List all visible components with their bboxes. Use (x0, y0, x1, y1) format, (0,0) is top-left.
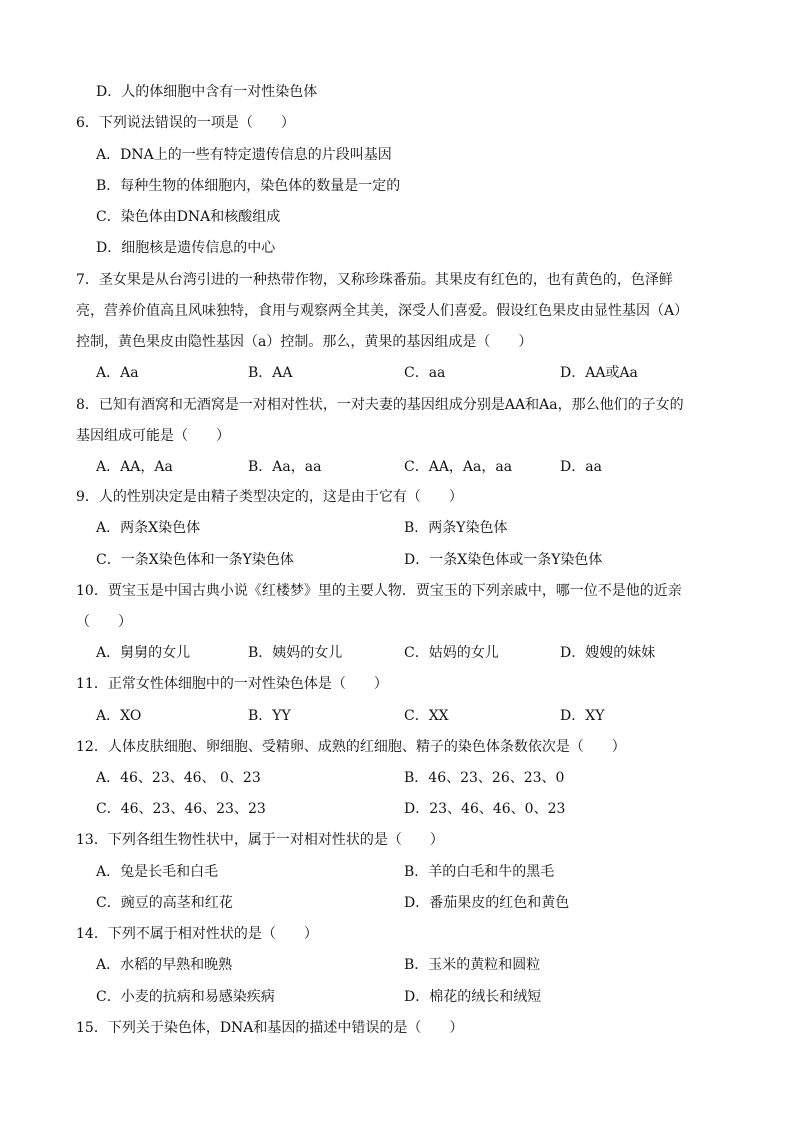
q6-option-b: B．每种生物的体细胞内，染色体的数量是一定的 (96, 178, 401, 194)
q8-option-c: C．AA，Aa，aa (404, 459, 513, 475)
q9-option-a: A．两条X染色体 (96, 520, 201, 536)
q14-option-d: D．棉花的绒长和绒短 (404, 989, 542, 1005)
q6-option-a: A．DNA上的一些有特定遗传信息的片段叫基因 (96, 147, 392, 163)
q8-option-d: D．aa (560, 459, 602, 475)
q11-stem: 11．正常女性体细胞中的一对性染色体是（ ） (76, 676, 388, 692)
q14-option-c: C．小麦的抗病和易感染疾病 (96, 989, 275, 1005)
q13-option-a: A．兔是长毛和白毛 (96, 864, 219, 880)
q9-option-c: C．一条X染色体和一条Y染色体 (96, 552, 294, 568)
q9-option-b: B．两条Y染色体 (404, 520, 508, 536)
q8-option-b: B．Aa，aa (248, 459, 322, 475)
q10-stem-line1: 10．贾宝玉是中国古典小说《红楼梦》里的主要人物．贾宝玉的下列亲戚中，哪一位不是他的近亲 (76, 583, 682, 599)
q12-option-d: D．23、46、46、0、23 (404, 801, 566, 817)
q12-option-c: C．46、23、46、23、23 (96, 801, 266, 817)
q11-option-c: C．XX (404, 708, 449, 724)
q14-option-b: B．玉米的黄粒和圆粒 (404, 957, 541, 973)
q7-option-d: D．AA或Aa (560, 365, 638, 381)
q12-stem: 12．人体皮肤细胞、卵细胞、受精卵、成熟的红细胞、精子的染色体条数依次是（ ） (76, 739, 626, 755)
q6-option-d: D．细胞核是遗传信息的中心 (96, 240, 276, 256)
q6-stem: 6．下列说法错误的一项是（ ） (76, 115, 295, 131)
q8-stem-line2: 基因组成可能是（ ） (76, 428, 230, 444)
q8-option-a: A．AA，Aa (96, 459, 173, 475)
q9-stem: 9．人的性别决定是由精子类型决定的，这是由于它有（ ） (76, 489, 463, 505)
q15-stem: 15．下列关于染色体，DNA和基因的描述中错误的是（ ） (76, 1020, 464, 1036)
q10-option-b: B．姨妈的女儿 (248, 645, 343, 661)
q11-option-a: A．XO (96, 708, 142, 724)
q7-option-b: B．AA (248, 365, 293, 381)
q11-option-b: B．YY (248, 708, 291, 724)
q13-option-c: C．豌豆的高茎和红花 (96, 895, 233, 911)
q7-option-a: A．Aa (96, 365, 139, 381)
q5-option-d: D．人的体细胞中含有一对性染色体 (96, 84, 318, 100)
q9-option-d: D．一条X染色体或一条Y染色体 (404, 552, 603, 568)
q14-option-a: A．水稻的早熟和晚熟 (96, 957, 233, 973)
q10-option-d: D．嫂嫂的妹妹 (560, 645, 656, 661)
q12-option-a: A．46、23、46、 0、23 (96, 770, 261, 786)
q10-option-c: C．姑妈的女儿 (404, 645, 499, 661)
q14-stem: 14．下列不属于相对性状的是（ ） (76, 926, 318, 942)
q7-option-c: C．aa (404, 365, 446, 381)
q10-option-a: A．舅舅的女儿 (96, 645, 191, 661)
q7-stem-line2: 亮，营养价值高且风味独特，食用与观察两全其美，深受人们喜爱。假设红色果皮由显性基因（A） (76, 303, 689, 319)
q7-stem-line3: 控制，黄色果皮由隐性基因（a）控制。那么，黄果的基因组成是（ ） (76, 334, 533, 350)
q13-option-b: B．羊的白毛和牛的黑毛 (404, 864, 555, 880)
q6-option-c: C．染色体由DNA和核酸组成 (96, 209, 281, 225)
q11-option-d: D．XY (560, 708, 605, 724)
q13-stem: 13．下列各组生物性状中，属于一对相对性状的是（ ） (76, 832, 444, 848)
q7-stem-line1: 7．圣女果是从台湾引进的一种热带作物，又称珍珠番茄。其果皮有红色的，也有黄色的，色泽鲜 (76, 272, 673, 288)
q8-stem-line1: 8．已知有酒窝和无酒窝是一对相对性状，一对夫妻的基因组成分别是AA和Aa，那么他们的子女的 (76, 397, 684, 413)
q10-stem-line2: （ ） (76, 614, 132, 630)
q13-option-d: D．番茄果皮的红色和黄色 (404, 895, 570, 911)
q12-option-b: B．46、23、26、23、0 (404, 770, 565, 786)
